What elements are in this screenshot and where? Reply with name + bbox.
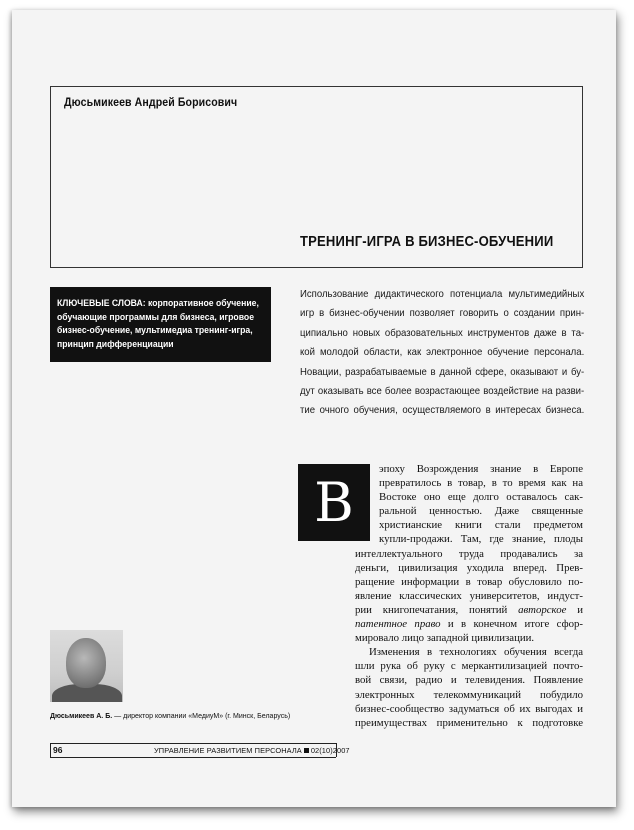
body-line: превратилось в товар, в то время как на xyxy=(379,477,583,490)
body-line: вой связи, радио и телевидения. Появление xyxy=(355,674,583,687)
body-line: электронных телекоммуникаций побудило xyxy=(355,688,583,701)
body-line: патентное право и в конечном итоге сфор- xyxy=(355,618,583,631)
abstract-line: тие очного обучения, осуществляемого в интересах бизнеса. xyxy=(300,405,585,417)
author-name: Дюсьмикеев Андрей Борисович xyxy=(64,97,238,109)
keywords-line: принцип дифференциации xyxy=(57,338,174,349)
journal-issue: 02(10)2007 xyxy=(310,746,350,755)
journal-name: УПРАВЛЕНИЕ РАЗВИТИЕМ ПЕРСОНАЛА xyxy=(154,746,302,755)
body-line: Изменения в технологиях обучения всегда xyxy=(369,646,583,659)
body-line: явление классических университетов, индуст- xyxy=(355,589,583,602)
keywords-line: обучающие программы для бизнеса, игровое xyxy=(57,311,255,322)
article-title: ТРЕНИНГ-ИГРА В БИЗНЕС-ОБУЧЕНИИ xyxy=(300,234,554,250)
square-bullet-icon xyxy=(304,748,309,753)
footer-rule-top xyxy=(50,743,336,744)
body-line: купли-продажи. Там, где знание, плоды xyxy=(379,533,583,546)
body-line: эпоху Возрождения знание в Европе xyxy=(379,463,583,475)
body-line: шли рука об руку с меркантилизацией почто- xyxy=(355,660,583,673)
journal-title xyxy=(154,746,350,755)
body-line: ральной ценностью. Даже священные xyxy=(379,505,583,518)
body-line: интеллектуального труда продавались за xyxy=(355,547,583,560)
body-line: преимуществах применительно к подготовке xyxy=(355,716,583,729)
dropcap: В xyxy=(298,464,370,541)
abstract-line: кой молодой области, как электронное обучение персонала. xyxy=(300,347,585,359)
photo-caption xyxy=(50,711,290,720)
keywords-line: КЛЮЧЕВЫЕ СЛОВА: корпоративное обучение, xyxy=(57,298,259,308)
abstract-line: дут оказывать все более возрастающее воздействие на разви- xyxy=(300,386,585,398)
abstract-line: Использование дидактического потенциала мультимедийных xyxy=(300,289,585,300)
body-line: бизнес-сообщество задуматься об их выгодах и xyxy=(355,702,583,715)
abstract-line: Новации, разрабатываемые в данной сфере, оказывают и бу- xyxy=(300,366,585,378)
abstract xyxy=(300,285,583,421)
photo-head xyxy=(66,638,106,688)
article-body xyxy=(355,462,583,730)
body-line: мировало лицо западной цивилизации. xyxy=(355,632,535,645)
keywords-line: бизнес-обучение, мультимедиа тренинг-игра, xyxy=(57,325,253,335)
photo-caption-name: Дюсьмикеев А. Б. xyxy=(50,711,113,720)
page-number: 96 xyxy=(53,745,63,755)
abstract-line: игр в бизнес-обучении позволяет говорить о создании прин- xyxy=(300,308,585,320)
footer-tick-left xyxy=(50,743,51,757)
keywords-box xyxy=(50,287,271,362)
body-line: Востоке оно еще долго оставалось сак- xyxy=(379,491,583,504)
body-line: деньги, цивилизация уходила вперед. Прев- xyxy=(355,561,583,574)
photo-caption-text: — директор компании «МедиуМ» (г. Минск, Беларусь) xyxy=(112,711,291,720)
abstract-line: ципиально новых образовательных инструментов даже в та- xyxy=(300,327,585,339)
author-photo xyxy=(50,630,123,702)
body-line: рии книгопечатания, понятий авторское и xyxy=(355,603,583,616)
body-line: христианские книги стали предметом xyxy=(379,519,583,532)
body-line: ращение информации в товар обусловило по- xyxy=(355,575,583,588)
footer-rule-bottom xyxy=(50,757,336,758)
